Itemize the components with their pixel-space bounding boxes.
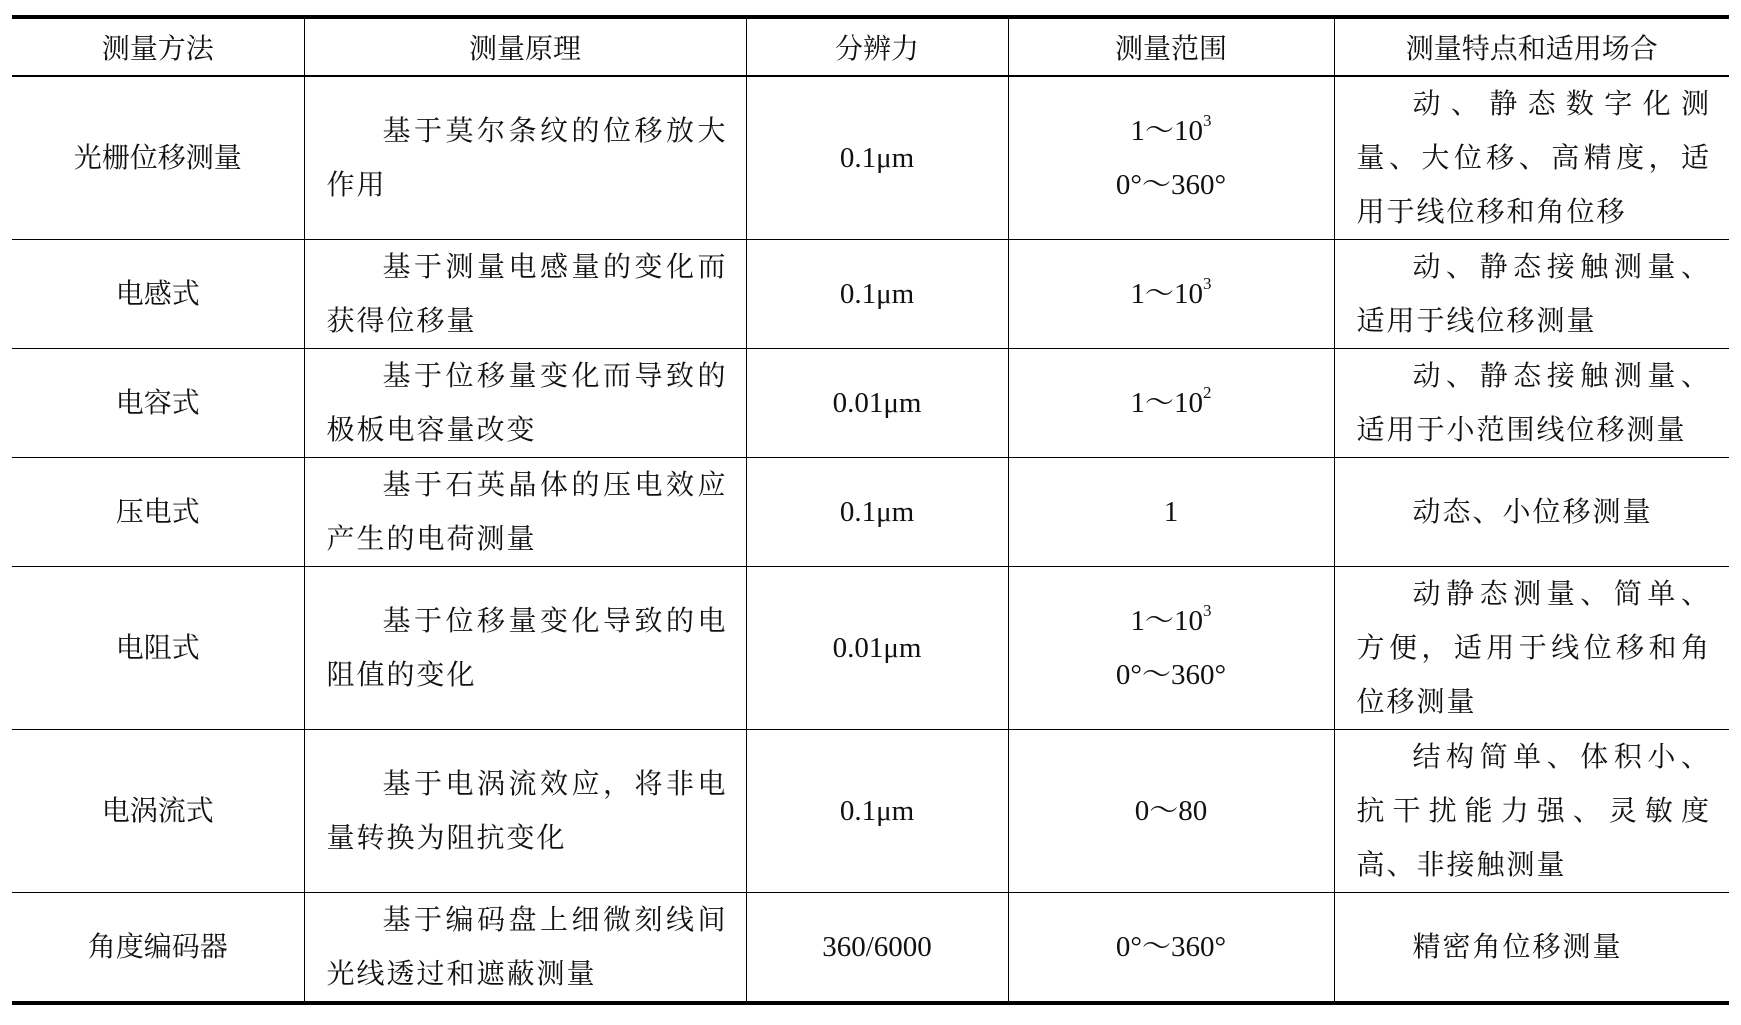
cell-feature (1334, 730, 1729, 893)
cell-resolution: 0.1μm (746, 240, 1008, 349)
cell-method: 电感式 (12, 240, 304, 349)
header-method: 测量方法 (12, 17, 304, 76)
range-line (1009, 920, 1334, 974)
table-body (12, 76, 1729, 1003)
range-line (1009, 648, 1334, 702)
cell-principle (304, 458, 746, 567)
range-exponent: 3 (1203, 601, 1212, 620)
range-line (1009, 594, 1334, 648)
feature-text: 动态、小位移测量 (1412, 495, 1653, 528)
cell-feature (1334, 893, 1729, 1004)
cell-range (1008, 567, 1334, 730)
cell-range (1008, 240, 1334, 349)
range-value: 1 (1163, 496, 1179, 528)
range-line (1009, 104, 1334, 158)
table-header-row (12, 17, 1729, 76)
range-value: 1～10 (1130, 387, 1203, 419)
range-value: 0°～360° (1115, 659, 1227, 691)
cell-range (1008, 730, 1334, 893)
cell-method: 光栅位移测量 (12, 76, 304, 240)
cell-resolution: 0.01μm (746, 567, 1008, 730)
table-row (12, 76, 1729, 240)
range-line (1009, 485, 1334, 539)
cell-method: 电涡流式 (12, 730, 304, 893)
cell-principle (304, 730, 746, 893)
principle-text: 基于编码盘上细微刻线间光线透过和遮蔽测量 (326, 903, 728, 990)
range-value: 0°～360° (1115, 169, 1227, 201)
table-row (12, 893, 1729, 1004)
table-row (12, 730, 1729, 893)
measurement-methods-table-container (12, 15, 1729, 1005)
cell-range (1008, 458, 1334, 567)
cell-range (1008, 349, 1334, 458)
cell-resolution: 0.1μm (746, 76, 1008, 240)
cell-feature (1334, 567, 1729, 730)
cell-feature (1334, 458, 1729, 567)
cell-resolution: 0.1μm (746, 458, 1008, 567)
cell-feature (1334, 76, 1729, 240)
table-row (12, 349, 1729, 458)
cell-range (1008, 76, 1334, 240)
range-value: 0～80 (1134, 795, 1208, 827)
range-value: 1～10 (1130, 278, 1203, 310)
header-principle: 测量原理 (304, 17, 746, 76)
principle-text: 基于石英晶体的压电效应产生的电荷测量 (326, 468, 728, 555)
header-feature: 测量特点和适用场合 (1334, 17, 1729, 76)
principle-text: 基于莫尔条纹的位移放大作用 (326, 114, 728, 201)
table-row (12, 567, 1729, 730)
header-range: 测量范围 (1008, 17, 1334, 76)
cell-method: 角度编码器 (12, 893, 304, 1004)
range-value: 0°～360° (1115, 931, 1227, 963)
cell-principle (304, 240, 746, 349)
feature-text: 动、静态接触测量、适用于小范围线位移测量 (1356, 359, 1711, 446)
feature-text: 精密角位移测量 (1412, 930, 1623, 963)
cell-feature (1334, 240, 1729, 349)
cell-method: 压电式 (12, 458, 304, 567)
cell-range (1008, 893, 1334, 1004)
feature-text: 动、静态数字化测量、大位移、高精度，适用于线位移和角位移 (1356, 87, 1711, 228)
range-line (1009, 376, 1334, 430)
range-exponent: 3 (1203, 274, 1212, 293)
range-value: 1～10 (1130, 115, 1203, 147)
principle-text: 基于电涡流效应，将非电量转换为阻抗变化 (326, 767, 728, 854)
range-line (1009, 784, 1334, 838)
table-row (12, 240, 1729, 349)
principle-text: 基于测量电感量的变化而获得位移量 (326, 250, 728, 337)
principle-text: 基于位移量变化而导致的极板电容量改变 (326, 359, 728, 446)
feature-text: 结构简单、体积小、抗干扰能力强、灵敏度高、非接触测量 (1356, 740, 1711, 881)
cell-method: 电容式 (12, 349, 304, 458)
feature-text: 动静态测量、简单、方便，适用于线位移和角位移测量 (1356, 577, 1711, 718)
range-exponent: 3 (1203, 111, 1212, 130)
feature-text: 动、静态接触测量、适用于线位移测量 (1356, 250, 1711, 337)
range-exponent: 2 (1203, 383, 1212, 402)
measurement-methods-table (12, 15, 1729, 1005)
cell-principle (304, 567, 746, 730)
cell-principle (304, 893, 746, 1004)
cell-resolution: 360/6000 (746, 893, 1008, 1004)
table-row (12, 458, 1729, 567)
cell-feature (1334, 349, 1729, 458)
range-line (1009, 267, 1334, 321)
header-resolution: 分辨力 (746, 17, 1008, 76)
cell-resolution: 0.1μm (746, 730, 1008, 893)
cell-method: 电阻式 (12, 567, 304, 730)
cell-principle (304, 76, 746, 240)
principle-text: 基于位移量变化导致的电阻值的变化 (326, 604, 728, 691)
range-value: 1～10 (1130, 605, 1203, 637)
cell-resolution: 0.01μm (746, 349, 1008, 458)
range-line (1009, 158, 1334, 212)
cell-principle (304, 349, 746, 458)
